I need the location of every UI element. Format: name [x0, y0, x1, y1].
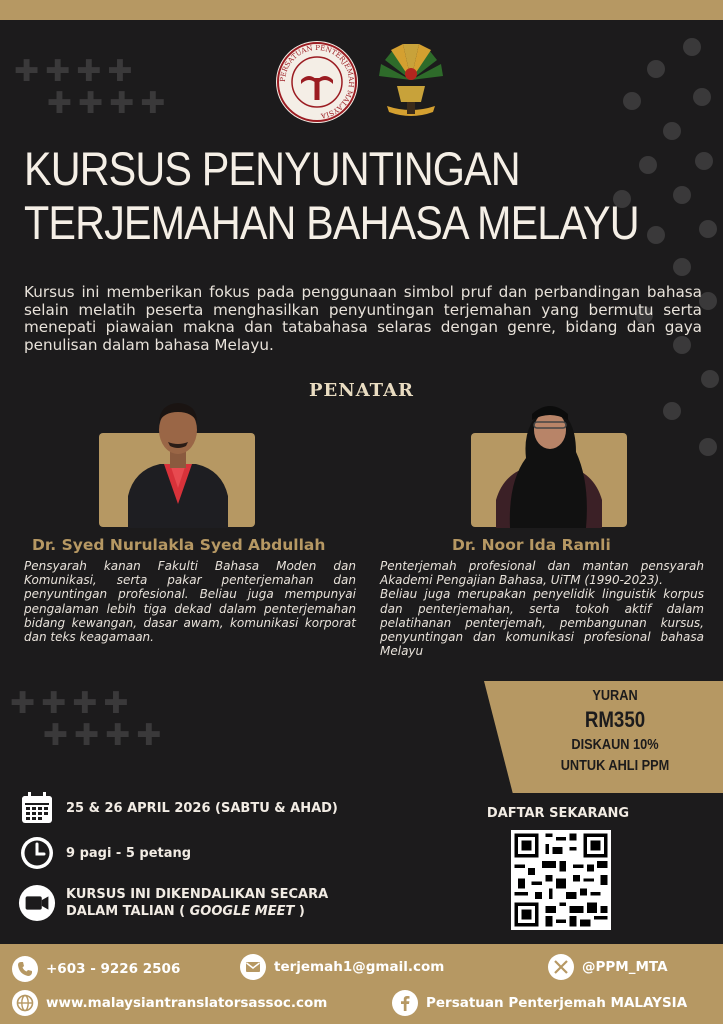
registration-qr-code[interactable] [511, 830, 611, 930]
calendar-icon [18, 789, 56, 827]
fee-info [551, 686, 679, 776]
online-note-line: DALAM TALIAN ( GOOGLE MEET ) [66, 904, 305, 919]
ppm-logo [275, 40, 359, 124]
register-label: DAFTAR SEKARANG [486, 806, 630, 821]
platform-name: GOOGLE MEET [189, 904, 295, 919]
crest-logo [371, 40, 451, 124]
course-time: 9 pagi - 5 petang [66, 845, 192, 861]
trainer-photo [120, 392, 236, 528]
online-note [66, 886, 328, 920]
trainer-bio [380, 559, 704, 658]
course-description: Kursus ini memberikan fokus pada penggunaan simbol pruf dan perbandingan bahasa selain melatih peserta menghasilkan penyuntingan terjemahan yang bermutu serta menepati piawaian makna dan tatabahasa selaras dengan genre, bidang dan gaya penulisan dalam bahasa Melayu. [24, 283, 702, 354]
title-line-1: KURSUS PENYUNTINGAN [24, 142, 520, 195]
trainer-name: Dr. Noor Ida Ramli [452, 536, 611, 554]
facebook-page: Persatuan Penterjemah MALAYSIA [426, 995, 688, 1011]
facebook-contact[interactable] [392, 990, 687, 1016]
email-icon [240, 954, 266, 980]
course-title [24, 142, 639, 250]
title-line-2: TERJEMAHAN BAHASA MELAYU [24, 196, 639, 249]
decorative-plus-pattern: ✚✚✚✚ ✚✚✚✚ [14, 54, 172, 121]
course-date: 25 & 26 APRIL 2026 (SABTU & AHAD) [66, 800, 338, 816]
top-accent-bar [0, 0, 723, 20]
globe-icon [12, 990, 38, 1016]
website-url: www.malaysiantranslatorsassoc.com [46, 995, 328, 1011]
phone-icon [12, 956, 38, 982]
time-row [18, 834, 191, 872]
fee-price: RM350 [584, 707, 646, 732]
contact-footer [0, 944, 723, 1024]
video-call-icon [18, 884, 56, 922]
phone-contact[interactable] [12, 956, 180, 982]
fee-discount: DISKAUN 10% [571, 736, 659, 753]
website-contact[interactable] [12, 990, 327, 1016]
trainer-bio: Pensyarah kanan Fakulti Bahasa Moden dan Komunikasi, serta pakar penterjemahan dan penyuntingan profesional. Beliau juga mempunyai pengalaman lebih tiga dekad dalam penterjemahan bidang kewangan, dasar awam, komunikasi korporat dan teks keagamaan. [24, 559, 356, 645]
online-note-line: KURSUS INI DIKENDALIKAN SECARA [66, 887, 329, 902]
phone-number: +603 - 9226 2506 [46, 961, 181, 977]
x-contact[interactable] [548, 954, 668, 980]
trainers-heading: PENATAR [308, 380, 415, 401]
date-row [18, 789, 338, 827]
fee-member-note: UNTUK AHLI PPM [560, 757, 670, 774]
trainer-bio-line: Beliau juga merupakan penyelidik linguistik korpus dan penterjemahan, serta tokoh aktif dalam pelatihanan penterjemah, pembangunan kursus, penyuntingan dan komunikasi profesional bahasa Melayu [380, 587, 704, 659]
decorative-plus-pattern: ✚✚✚✚ ✚✚✚✚ [10, 686, 168, 753]
email-address: terjemah1@gmail.com [274, 959, 445, 975]
svg-text:PERSATUAN PENTERJEMAH MALAYSIA: PERSATUAN PENTERJEMAH MALAYSIA [278, 43, 356, 120]
x-icon [548, 954, 574, 980]
facebook-icon [392, 990, 418, 1016]
logos [275, 40, 455, 124]
x-handle: @PPM_MTA [582, 959, 668, 975]
trainer-bio-line: Penterjemah profesional dan mantan pensyarah Akademi Pengajian Bahasa, UiTM (1990-2023). [380, 559, 704, 588]
trainer-photo [486, 392, 612, 528]
fee-label: YURAN [592, 687, 638, 704]
online-row [18, 884, 328, 922]
clock-icon [18, 834, 56, 872]
trainer-name: Dr. Syed Nurulakla Syed Abdullah [32, 536, 326, 554]
email-contact[interactable] [240, 954, 444, 980]
